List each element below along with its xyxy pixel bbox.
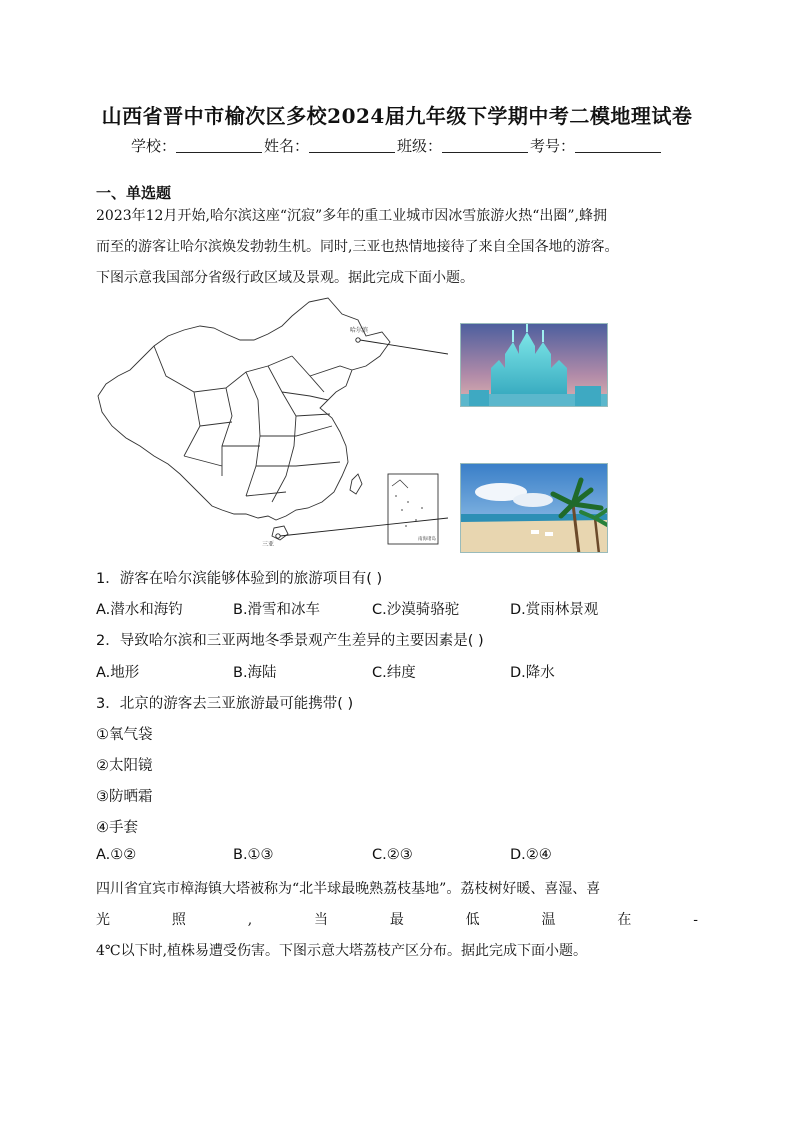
question-3-option-d[interactable]: D.②④ (510, 847, 552, 863)
name-blank[interactable] (309, 139, 395, 153)
question-1-option-b[interactable]: B.滑雪和冰车 (233, 602, 321, 618)
taiwan-island (350, 474, 362, 494)
number-blank[interactable] (575, 139, 661, 153)
map-label-inset: 南海诸岛 (418, 536, 436, 541)
hainan-island (272, 526, 288, 540)
question-2-option-d[interactable]: D.降水 (510, 665, 555, 681)
question-1-stem: 1．游客在哈尔滨能够体验到的旅游项目有( ) (96, 571, 383, 587)
page-title: 山西省晋中市榆次区多校2024届九年级下学期中考二模地理试卷 (101, 104, 693, 128)
passage-2-line-2 (96, 905, 698, 936)
question-3-option-c[interactable]: C.②③ (372, 847, 413, 863)
passage-2-word: , (247, 912, 253, 928)
school-label: 学校： (130, 137, 176, 155)
passage-2-word: 温 (541, 912, 556, 928)
question-2-stem: 2．导致哈尔滨和三亚两地冬季景观产生差异的主要因素是( ) (96, 633, 484, 649)
name-label: 姓名： (263, 137, 309, 155)
question-3-item-1: ①氧气袋 (96, 727, 153, 743)
question-1-option-a[interactable]: A.潜水和海钓 (96, 602, 183, 618)
question-3-item-3: ③防晒霜 (96, 789, 153, 805)
province-lines (154, 346, 352, 502)
question-2-option-c[interactable]: C.纬度 (372, 665, 416, 681)
china-map (96, 296, 448, 550)
question-1-option-d[interactable]: D.赏雨林景观 (510, 602, 599, 618)
ice-castle-photo (460, 323, 608, 407)
passage-2-line-3: 4℃以下时,植株易遭受伤害。下图示意大塔荔枝产区分布。据此完成下面小题。 (96, 943, 588, 959)
student-info-row (0, 135, 794, 156)
question-2-option-a[interactable]: A.地形 (96, 665, 140, 681)
passage-2-word: 光 (96, 912, 110, 928)
beach-photo (460, 463, 608, 553)
passage-2-word: 照 (171, 912, 186, 928)
passage-2-word: 低 (465, 912, 480, 928)
harbin-marker (356, 338, 360, 342)
question-3-option-a[interactable]: A.①② (96, 847, 137, 863)
passage-1-line-1: 2023年12月开始,哈尔滨这座“沉寂”多年的重工业城市因冰雪旅游火热“出圈”,蜂拥 (96, 208, 607, 224)
question-3-item-2: ②太阳镜 (96, 758, 153, 774)
question-3-stem: 3．北京的游客去三亚旅游最可能携带( ) (96, 696, 354, 712)
passage-2-word: - (693, 912, 698, 928)
passage-2-word: 在 (617, 912, 632, 928)
question-2-option-b[interactable]: B.海陆 (233, 665, 277, 681)
map-label-sanya: 三亚 (262, 542, 275, 548)
school-blank[interactable] (176, 139, 262, 153)
passage-2-line-1: 四川省宜宾市樟海镇大塔被称为“北半球最晚熟荔枝基地”。荔枝树好暖、喜湿、喜 (96, 881, 601, 897)
passage-2-word: 当 (313, 912, 328, 928)
harbin-leader-line (360, 340, 448, 354)
question-1-option-c[interactable]: C.沙漠骑骆驼 (372, 602, 460, 618)
class-blank[interactable] (442, 139, 528, 153)
class-label: 班级： (397, 137, 443, 155)
passage-1-line-2: 而至的游客让哈尔滨焕发勃勃生机。同时,三亚也热情地接待了来自全国各地的游客。 (96, 239, 619, 255)
question-3-option-b[interactable]: B.①③ (233, 847, 274, 863)
question-3-item-4: ④手套 (96, 820, 138, 836)
number-label: 考号： (530, 137, 576, 155)
south-china-sea-inset (388, 474, 438, 544)
passage-1 (96, 201, 698, 294)
passage-1-line-3: 下图示意我国部分省级行政区域及景观。据此完成下面小题。 (96, 270, 474, 286)
passage-2-word: 最 (389, 912, 404, 928)
sanya-marker (276, 534, 280, 538)
passage-2 (96, 874, 698, 967)
china-outline (98, 298, 390, 520)
sanya-leader-line (280, 518, 448, 536)
map-label-harbin: 哈尔滨 (350, 328, 369, 334)
section-heading: 一、单选题 (96, 184, 172, 202)
